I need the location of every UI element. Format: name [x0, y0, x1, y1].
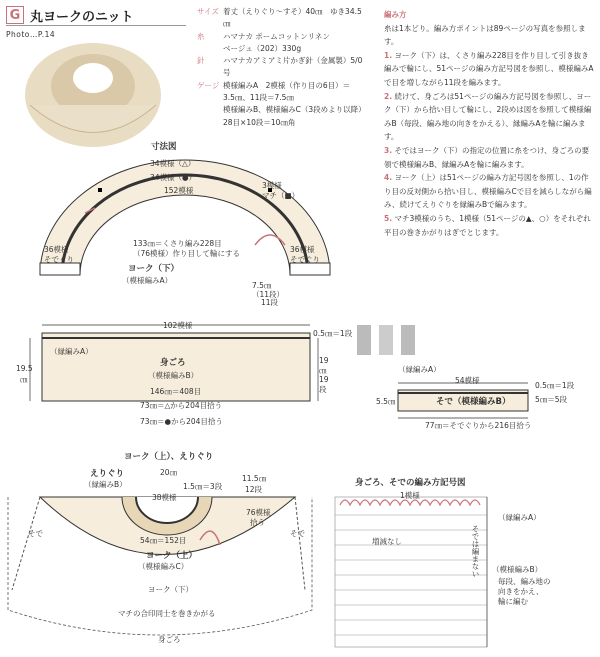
- label: （縁編みA）: [498, 513, 541, 522]
- label: 輪に編む: [498, 597, 528, 606]
- label: 身ごろ: [158, 635, 181, 644]
- label: ヨーク（上）、えりぐり: [124, 452, 214, 462]
- spec-value: ベージュ（202）330g: [223, 43, 302, 53]
- label: 5.5㎝: [376, 397, 396, 406]
- label: 77㎝＝そでぐりから216目拾う: [425, 421, 532, 430]
- thumbnail-image: [357, 325, 371, 355]
- instructions-intro: 糸は1本どり。編み方ポイントは89ページの写真を参照します。: [384, 23, 586, 47]
- label: 20㎝: [160, 468, 178, 477]
- label: 73㎝＝●から204目拾う: [140, 417, 223, 426]
- spec-value: ハマナカアミアミ片かぎ針（金属製）5/0号: [223, 56, 363, 78]
- label: 1模様: [400, 491, 420, 500]
- label: 38模様: [152, 493, 177, 502]
- label: 152模様: [164, 186, 194, 195]
- label: 身ごろ、そでの編み方記号図: [355, 478, 466, 488]
- label: ㎝: [319, 366, 327, 375]
- label: ヨーク（上）: [146, 551, 198, 561]
- spec-key: ゲージ: [197, 80, 220, 90]
- label: 向きをかえ、: [498, 587, 544, 596]
- step-text: ヨーク（上）は51ページの編み方記号図を参照し、1の作り目の反対側から拾い目し、模様編みCで目を減らしながら編み、続けてえりぐりを縁編みBで編みます。: [384, 173, 592, 210]
- label: ヨーク（下）: [128, 264, 180, 274]
- spec-value: 模様編みB、模様編みC（3段めより以降）: [223, 105, 366, 115]
- label: 54㎝＝152目: [140, 536, 187, 545]
- label: （模様編みA）: [122, 276, 173, 285]
- label: 身ごろ: [160, 358, 186, 368]
- spec-key: 針: [197, 56, 205, 66]
- label: （模様編みC）: [138, 562, 189, 571]
- step-number: 4.: [384, 173, 393, 183]
- label: そでは編まない: [471, 525, 480, 578]
- spec-key: サイズ: [197, 7, 219, 16]
- label: マチ（■）: [262, 191, 300, 200]
- step-text: そではヨーク（下）の指定の位置に糸をつけ、身ごろの要領で模様編みB、縁編みAを輪に編みます。: [384, 145, 590, 169]
- label: 19.5: [16, 364, 33, 373]
- label: 0.5㎝＝1段: [313, 329, 353, 338]
- label: （模様編みB）: [492, 565, 543, 574]
- label: 増減なし: [372, 537, 402, 546]
- label: 段: [319, 385, 327, 394]
- spec-value: 模様編みA 2模様（作り目の6目）＝: [223, 80, 351, 90]
- label: そで: [290, 529, 305, 538]
- dimension-title: 寸法図: [151, 142, 177, 152]
- label: 36模様: [290, 245, 315, 254]
- spec-value: 3.5㎝、11段＝7.5㎝: [223, 93, 294, 103]
- label: 3模様: [262, 181, 282, 190]
- label: 34模様（△）: [150, 159, 196, 168]
- thumbnail-image: [379, 325, 393, 355]
- step-text: 続けて、身ごろは51ページの編み方記号図を参照し、ヨーク（下）から拾い目して輪にし、2段めは図を参照して模様編みB（毎段、編み地の向きをかえる）、縁編みAを輪に編みます。: [384, 91, 592, 142]
- label: 5㎝＝5段: [535, 395, 568, 404]
- spec-value: 28目×10段＝10㎝角: [223, 117, 296, 127]
- label: （縁編みA）: [398, 365, 441, 374]
- stitch-chart: [335, 497, 487, 647]
- label: えりぐり: [90, 469, 125, 479]
- spec-key: 糸: [197, 31, 205, 41]
- label: 19: [319, 356, 329, 365]
- instructions-heading: 編み方: [384, 10, 407, 19]
- label: そで: [28, 529, 43, 538]
- label: そで（模様編みB）: [436, 397, 511, 407]
- step-number: 3.: [384, 145, 393, 155]
- photo-ref: Photo…P.14: [6, 30, 56, 39]
- label: 73㎝＝△から204目拾う: [140, 401, 223, 410]
- label: そでぐり: [44, 255, 74, 264]
- step-number: 5.: [384, 213, 393, 223]
- label: 146㎝＝408目: [150, 387, 202, 396]
- label: 102模様: [163, 321, 193, 330]
- label: ヨーク（下）: [148, 585, 193, 594]
- label: そでぐり: [290, 255, 320, 264]
- label: ㎝: [20, 375, 28, 384]
- label: 11.5㎝: [242, 474, 267, 483]
- label: 54模様: [455, 376, 480, 385]
- section-badge: G: [6, 6, 24, 24]
- label: （76模様）作り目して輪にする: [133, 249, 241, 258]
- label: 拾う: [250, 518, 265, 527]
- label: 36模様: [44, 245, 69, 254]
- label: 12段: [245, 485, 263, 494]
- step-number: 2.: [384, 91, 393, 101]
- label: 34模様（●）: [150, 173, 197, 182]
- step-number: 1.: [384, 50, 393, 60]
- label: 76模様: [246, 508, 271, 517]
- label: 7.5㎝: [252, 281, 272, 290]
- label: 133㎝＝くさり編み228目: [133, 239, 222, 248]
- label: （模様編みB）: [148, 371, 199, 380]
- step-text: ヨーク（下）は、くさり編み228目を作り目して引き抜き編みで輪にし、51ページの編み方記号図を参照し、模様編みAで目を増しながら11段を編みます。: [384, 50, 594, 87]
- label: 1.5㎝＝3段: [183, 482, 223, 491]
- label: （縁編みA）: [50, 347, 93, 356]
- label: 毎段、編み地の: [498, 577, 551, 586]
- spec-value: 着丈（えりぐり〜すそ）40㎝ ゆき34.5㎝: [223, 7, 362, 29]
- step-text: マチ3模様のうち、1模様（51ページの▲、○）をそれぞれ平目の巻きかがりはぎでとじます。: [384, 213, 591, 237]
- spec-value: ハマナカ ポームコットンリネン: [223, 31, 330, 41]
- label: マチの合印同士を巻きかがる: [118, 609, 216, 618]
- label: 11段: [261, 298, 279, 307]
- thumbnail-image: [401, 325, 415, 355]
- page-title: 丸ヨークのニット: [30, 10, 134, 25]
- thumbnail-strip: [336, 318, 436, 362]
- yoke-photo: [25, 43, 161, 147]
- label: （縁編みB）: [84, 480, 127, 489]
- label: 19: [319, 375, 329, 384]
- label: （11段）: [252, 290, 285, 299]
- label: 0.5㎝＝1段: [535, 381, 575, 390]
